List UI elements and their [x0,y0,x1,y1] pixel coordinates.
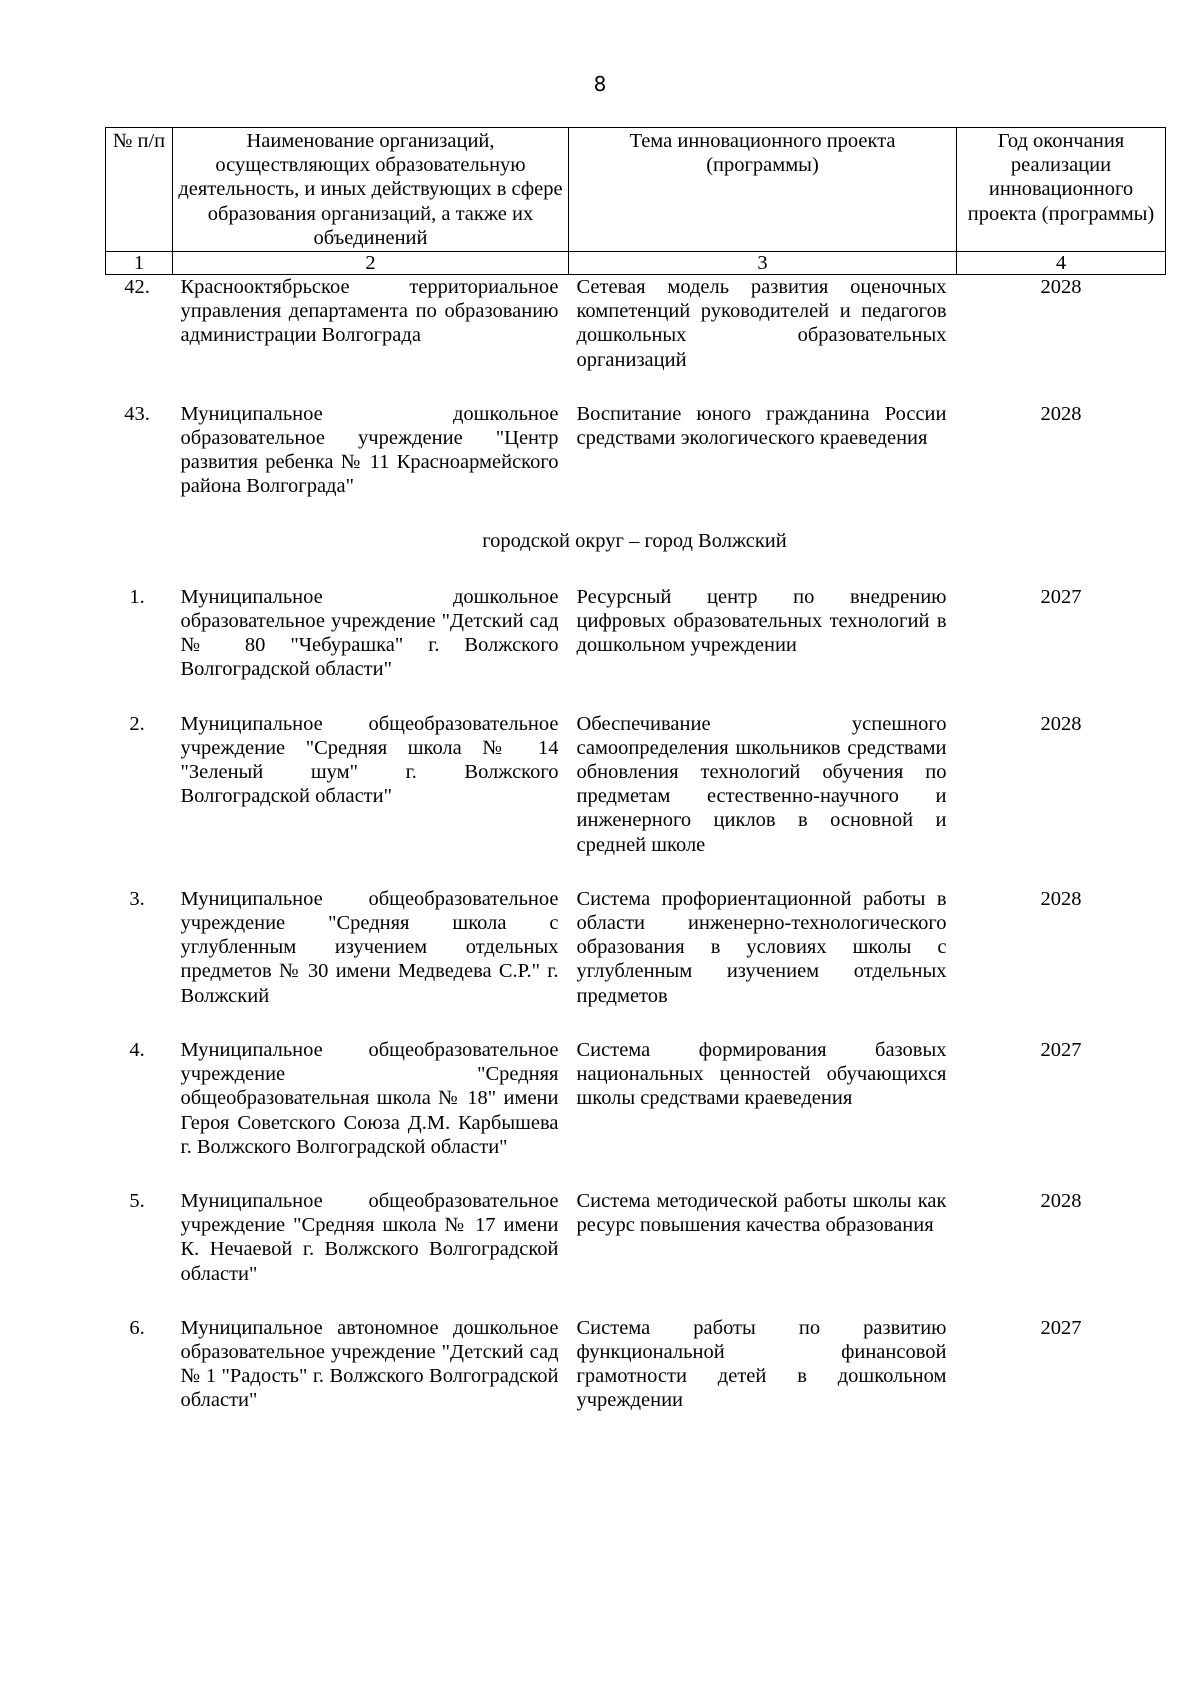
table-header [106,128,1166,275]
header-organization: Наименование организаций, осуществляющих образовательную деятельность, и иных действующих в сфере образования организаций, а также их объединений [173,128,569,252]
row-organization: Муниципальное общеобразовательное учреждение "Средняя школа № 17 имени К. Нечаевой г. Волжского Волгоградской области" [180,1189,559,1285]
row-topic: Воспитание юного гражданина России средствами экологического краеведения [576,402,947,450]
row-topic: Система методической работы школы как ресурс повышения качества образования [576,1189,947,1237]
table-row [106,1189,1166,1316]
row-number: 4. [129,1038,145,1061]
row-year: 2028 [1040,1189,1082,1212]
row-organization: Муниципальное общеобразовательное учреждение "Средняя общеобразовательная школа № 18" имени Героя Советского Союза Д.М. Карбышева г. Волжского Волгоградской области" [180,1038,559,1158]
row-organization: Муниципальное дошкольное образовательное учреждение "Центр развития ребенка № 11 Красноармейского района Волгограда" [180,402,559,498]
table-row [106,1038,1166,1189]
row-topic: Система работы по развитию функциональной финансовой грамотности детей в дошкольном учреждении [576,1316,947,1412]
row-year: 2027 [1040,1316,1082,1339]
row-organization: Муниципальное общеобразовательное учреждение "Средняя школа с углубленным изучением отдельных предметов № 30 имени Медведева С.Р." г. Волжский [180,887,559,1007]
row-number: 2. [129,712,145,735]
innovation-projects-table [105,127,1166,1443]
table-row [106,712,1166,887]
section-heading: городской округ – город Волжский [482,529,787,552]
row-number: 6. [129,1316,145,1339]
table-body [106,275,1166,1443]
row-year: 2028 [1040,887,1082,910]
row-organization: Муниципальное автономное дошкольное образовательное учреждение "Детский сад № 1 "Радость" г. Волжского Волгоградской области" [180,1316,559,1412]
row-year: 2027 [1040,1038,1082,1061]
header-number: № п/п [106,128,173,252]
header-col-index-2: 2 [173,252,569,275]
page-number: 8 [593,72,607,96]
row-topic: Система формирования базовых национальных ценностей обучающихся школы средствами краеведения [576,1038,947,1110]
row-topic: Ресурсный центр по внедрению цифровых образовательных технологий в дошкольном учреждении [576,585,947,657]
header-end-year: Год окончания реализации инновационного проекта (программы) [957,128,1166,252]
row-topic: Обеспечивание успешного самоопределения школьников средствами обновления технологий обучения по предметам естественно-научного и инженерного циклов в основной и средней школе [576,712,947,856]
table-row [106,585,1166,712]
row-year: 2027 [1040,585,1082,608]
row-year: 2028 [1040,402,1082,425]
row-organization: Муниципальное общеобразовательное учреждение "Средняя школа № 14 "Зеленый шум" г. Волжского Волгоградской области" [180,712,559,808]
row-year: 2028 [1040,276,1082,299]
header-col-index-4: 4 [957,252,1166,275]
table-row [106,275,1166,402]
row-number: 1. [129,585,145,608]
row-topic: Система профориентационной работы в области инженерно-технологического образования в условиях школы с углубленным изучением отдельных предметов [576,887,947,1007]
section-heading-row [106,529,1166,585]
row-year: 2028 [1040,712,1082,735]
header-col-index-3: 3 [569,252,957,275]
row-number: 3. [129,887,145,910]
row-organization: Муниципальное дошкольное образовательное учреждение "Детский сад № 80 "Чебурашка" г. Волжского Волгоградской области" [180,585,559,681]
row-number: 43. [124,402,150,425]
row-number: 5. [129,1189,145,1212]
table-row [106,1316,1166,1443]
header-project-topic: Тема инновационного проекта (программы) [569,128,957,252]
row-topic: Сетевая модель развития оценочных компетенций руководителей и педагогов дошкольных образовательных организаций [576,276,947,371]
row-organization: Краснооктябрьское территориальное управления департамента по образованию администрации Волгограда [180,276,559,347]
header-col-index-1: 1 [106,252,173,275]
row-number: 42. [124,276,150,299]
table-row [106,887,1166,1038]
table-row [106,402,1166,529]
